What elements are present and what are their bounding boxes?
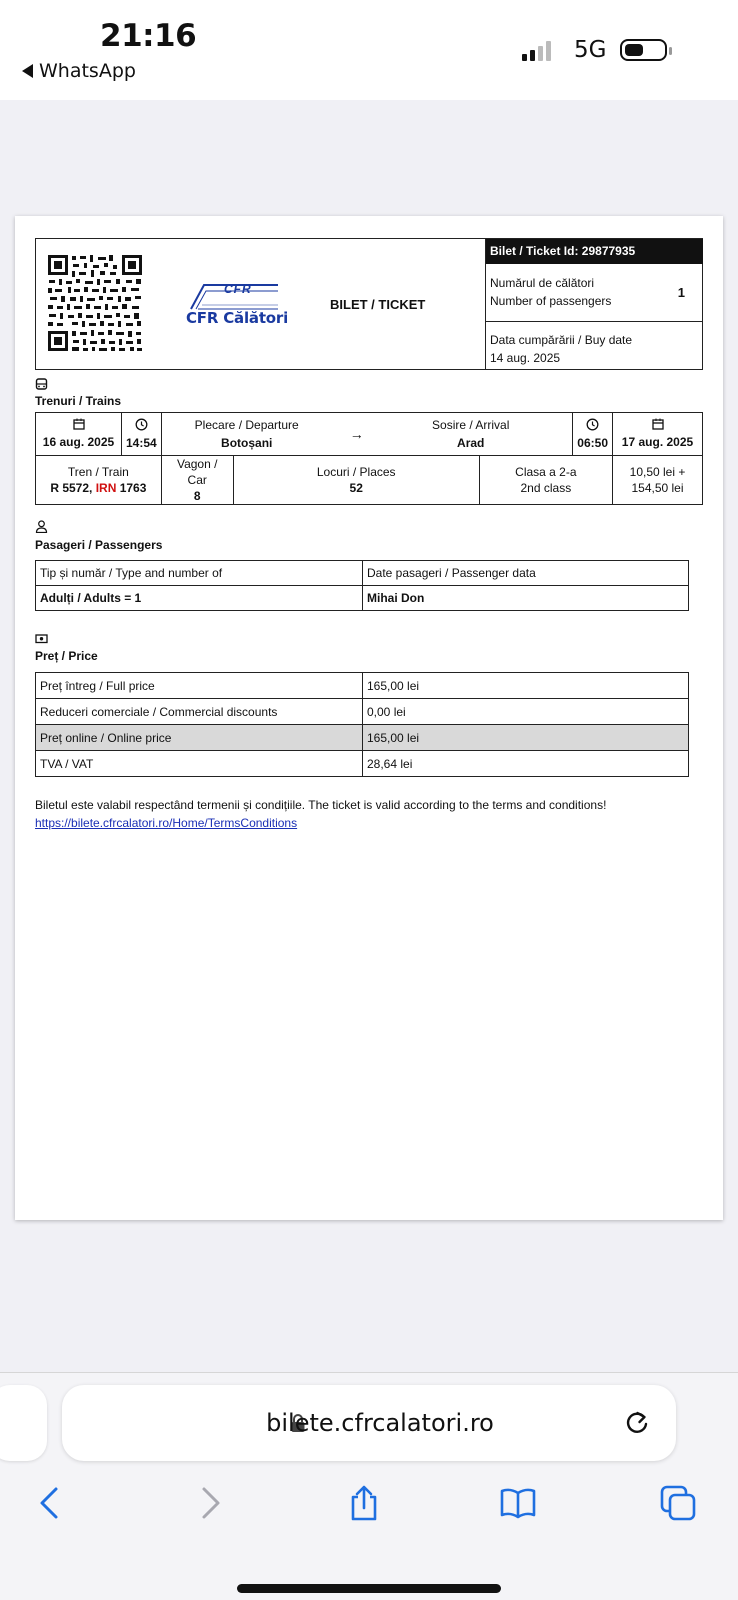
car-label: Vagon / Car	[176, 457, 218, 487]
validity-note	[35, 796, 695, 832]
calendar-icon	[652, 418, 664, 430]
passenger-name: Mihai Don	[363, 586, 689, 611]
car-number: 8	[193, 489, 201, 503]
train-number: R 5572, IRN 1763	[50, 481, 147, 495]
network-type: 5G	[574, 37, 607, 63]
cfr-logo-badge: CFR	[224, 282, 252, 296]
price-row-label: Preț întreg / Full price	[36, 673, 363, 699]
validity-text: Biletul este valabil respectând termenii și condițiile. The ticket is valid according to the terms and conditions!	[35, 798, 607, 812]
reload-icon[interactable]	[622, 1407, 652, 1437]
banknote-icon	[35, 632, 48, 645]
departure-date-cell	[36, 413, 122, 456]
departure-time: 14:54	[126, 435, 157, 450]
train-price-line2: 154,50 lei	[631, 481, 684, 495]
places-number: 52	[349, 481, 363, 495]
tabs-icon[interactable]	[660, 1485, 696, 1521]
address-bar[interactable]	[62, 1385, 676, 1461]
passengers-header-data: Date pasageri / Passenger data	[363, 561, 689, 586]
back-to-app-link[interactable]	[22, 60, 136, 82]
clock-icon	[586, 418, 599, 431]
trains-table	[35, 412, 703, 505]
clock-icon	[135, 418, 148, 431]
class-label-en: 2nd class	[520, 481, 572, 495]
passengers-table	[35, 560, 689, 611]
places-label: Locuri / Places	[316, 465, 396, 479]
previous-tab-preview[interactable]	[0, 1385, 47, 1461]
back-triangle-icon	[22, 64, 33, 78]
ticket-info-panel	[485, 239, 703, 369]
passengers-header-type: Tip și număr / Type and number of	[36, 561, 363, 586]
forward-icon[interactable]	[192, 1485, 228, 1521]
url-text: bilete.cfrcalatori.ro	[266, 1409, 494, 1437]
route-cell	[161, 413, 573, 456]
battery-icon	[620, 39, 667, 61]
passengers-section-title: Pasageri / Passengers	[35, 538, 163, 552]
train-label: Tren / Train	[67, 465, 129, 479]
places-cell	[233, 456, 479, 505]
status-time: 21:16	[100, 18, 197, 54]
arrival-time-cell	[573, 413, 613, 456]
arrival-label: Sosire / Arrival	[432, 418, 510, 432]
ticket-title: BILET / TICKET	[330, 297, 426, 312]
trains-section-title: Trenuri / Trains	[35, 394, 122, 408]
train-number-cell	[36, 456, 162, 505]
price-row-value: 28,64 lei	[363, 751, 689, 777]
back-app-label: WhatsApp	[39, 60, 136, 82]
buy-date-label: Data cumpărării / Buy date	[490, 333, 633, 347]
price-row-label: Reduceri comerciale / Commercial discounts	[36, 699, 363, 725]
class-cell	[479, 456, 612, 505]
departure-label: Plecare / Departure	[194, 418, 299, 432]
passenger-count-value: 1	[677, 285, 685, 300]
buy-date-box	[486, 322, 703, 376]
car-cell	[161, 456, 233, 505]
calendar-icon	[73, 418, 85, 430]
share-icon[interactable]	[346, 1485, 382, 1521]
price-row-label: Preț online / Online price	[36, 725, 363, 751]
departure-station: Botoșani	[221, 436, 273, 450]
browser-chrome	[0, 1372, 738, 1600]
bookmarks-icon[interactable]	[500, 1485, 536, 1521]
arrival-time: 06:50	[577, 435, 608, 450]
arrival-date: 17 aug. 2025	[621, 435, 694, 449]
signal-icon	[522, 40, 551, 61]
buy-date-value: 14 aug. 2025	[490, 351, 561, 365]
departure-time-cell	[122, 413, 162, 456]
arrow-right-icon: →	[349, 426, 364, 442]
ticket-id: Bilet / Ticket Id: 29877935	[486, 239, 703, 264]
status-bar	[0, 0, 738, 100]
passenger-count-box	[486, 264, 703, 322]
arrival-station: Arad	[457, 436, 485, 450]
price-table	[35, 672, 689, 777]
arrival-date-cell	[613, 413, 703, 456]
price-row-label: TVA / VAT	[36, 751, 363, 777]
passengers-type-value: Adulți / Adults = 1	[36, 586, 363, 611]
train-price-line1: 10,50 lei +	[629, 465, 686, 479]
home-indicator	[237, 1584, 501, 1593]
passenger-count-label-ro: Numărul de călători	[490, 276, 595, 290]
back-icon[interactable]	[32, 1485, 68, 1521]
price-row-value: 165,00 lei	[363, 725, 689, 751]
person-icon	[35, 520, 48, 533]
price-row-value: 165,00 lei	[363, 673, 689, 699]
ticket-document	[15, 216, 723, 1220]
departure-date: 16 aug. 2025	[42, 435, 115, 449]
terms-link[interactable]: https://bilete.cfrcalatori.ro/Home/TermsConditions	[35, 816, 298, 830]
qr-code	[46, 253, 144, 353]
class-label: Clasa a 2-a	[515, 465, 577, 479]
ticket-header	[35, 238, 703, 370]
train-icon	[35, 378, 48, 391]
price-row-value: 0,00 lei	[363, 699, 689, 725]
cfr-logo-text: CFR Călători	[186, 309, 289, 327]
passenger-count-label-en: Number of passengers	[490, 294, 612, 308]
train-price-cell	[613, 456, 703, 505]
price-section-title: Preț / Price	[35, 649, 98, 663]
